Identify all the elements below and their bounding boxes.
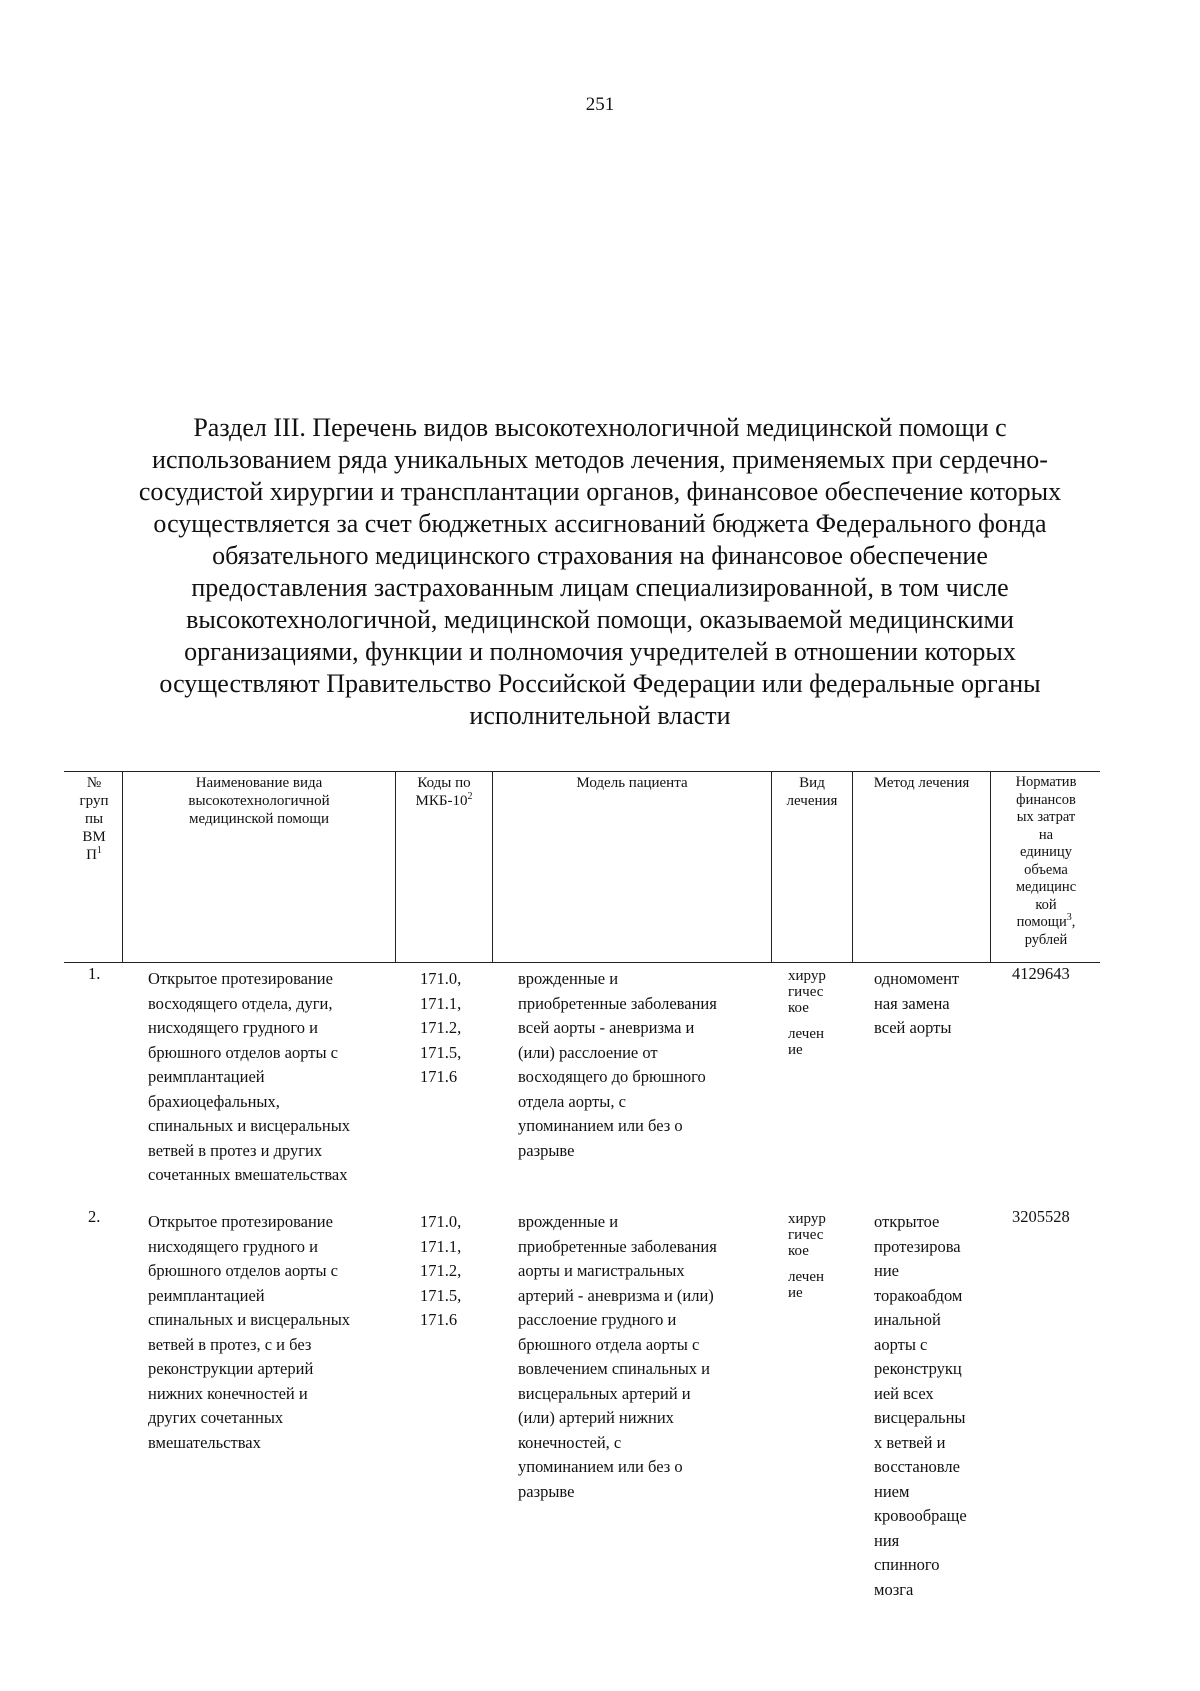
table-top-border — [64, 771, 1100, 772]
cost-value: 4129643 — [1012, 964, 1070, 983]
title-line: осуществляется за счет бюджетных ассигнований бюджета Федерального фонда — [153, 509, 1047, 538]
column-divider — [122, 771, 123, 962]
header-group-number: № груп пы ВМ $П^1$ — [79, 775, 109, 863]
header-treatment-method: Метод лечения — [873, 775, 970, 791]
title-line: исполнительной власти — [469, 701, 731, 730]
header-care-type-name: Наименование вида высокотехнологичной медицинской помощи — [188, 775, 330, 827]
column-divider — [852, 771, 853, 962]
care-type-name: Открытое протезирование нисходящего грудного и брюшного отделов аорты с реимплантацией спинальных и висцеральных ветвей в протез, с и без реконструкции артерий нижних конечностей и других сочетанных вмешательствах — [148, 1212, 351, 1452]
title-line: осуществляют Правительство Российской Федерации или федеральные органы — [159, 669, 1041, 698]
column-divider — [771, 771, 772, 962]
title-line: использованием ряда уникальных методов лечения, применяемых при сердечно- — [152, 445, 1048, 474]
title-line: предоставления застрахованным лицам специализированной, в том числе — [191, 573, 1009, 602]
treatment-method: открытое протезирова ние торакоабдом инальной аорты с реконструкц ией всех висцеральны х ветвей и восстановле нием кровообраще ния спинного мозга — [874, 1212, 967, 1599]
icd-codes: 171.0, 171.1, 171.2, 171.5, 171.6 — [420, 1212, 462, 1329]
title-line: сосудистой хирургии и трансплантации органов, финансовое обеспечение которых — [138, 477, 1062, 506]
treatment-type: хирур гичес кое лечен ие — [788, 968, 826, 1058]
column-divider — [990, 771, 991, 962]
section-title — [40, 412, 1160, 732]
treatment-method: одномомент ная замена всей аорты — [874, 969, 960, 1037]
row-number: 1. — [88, 964, 101, 983]
title-line: обязательного медицинского страхования на финансовое обеспечение — [212, 541, 988, 570]
header-cost-standard: Норматив финансов ых затрат на единицу объема медицинс кой помощи$^3$, рублей — [1015, 774, 1077, 948]
column-divider — [395, 771, 396, 962]
header-icd-codes: Коды по МКБ-$10^2$ — [415, 775, 473, 809]
row-number: 2. — [88, 1207, 101, 1226]
cost-value: 3205528 — [1012, 1207, 1070, 1226]
page-number: 251 — [585, 94, 615, 115]
header-patient-model: Модель пациента — [576, 775, 688, 791]
care-type-name: Открытое протезирование восходящего отдела, дуги, нисходящего грудного и брюшного отделов аорты с реимплантацией брахиоцефальных, спинальных и висцеральных ветвей в протез и других сочетанных вмешательствах — [148, 969, 351, 1184]
table-header-bottom-border — [64, 962, 1100, 963]
patient-model: врожденные и приобретенные заболевания всей аорты - аневризма и (или) расслоение от восходящего до брюшного отдела аорты, с упоминанием или без о разрыве — [518, 969, 717, 1160]
title-line: высокотехнологичной, медицинской помощи, оказываемой медицинскими — [186, 605, 1014, 634]
patient-model: врожденные и приобретенные заболевания аорты и магистральных артерий - аневризма и (или) расслоение грудного и брюшного отдела аорты с вовлечением спинальных и висцеральных артерий и (или) артерий нижних конечностей, с упоминанием или без о разрыве — [518, 1212, 717, 1501]
title-line: организациями, функции и полномочия учредителей в отношении которых — [184, 637, 1016, 666]
title-line: Раздел III. Перечень видов высокотехнологичной медицинской помощи с — [193, 413, 1007, 442]
icd-codes: 171.0, 171.1, 171.2, 171.5, 171.6 — [420, 969, 462, 1086]
column-divider — [492, 771, 493, 962]
header-treatment-type: Вид лечения — [786, 775, 838, 809]
treatment-type: хирур гичес кое лечен ие — [788, 1211, 826, 1301]
